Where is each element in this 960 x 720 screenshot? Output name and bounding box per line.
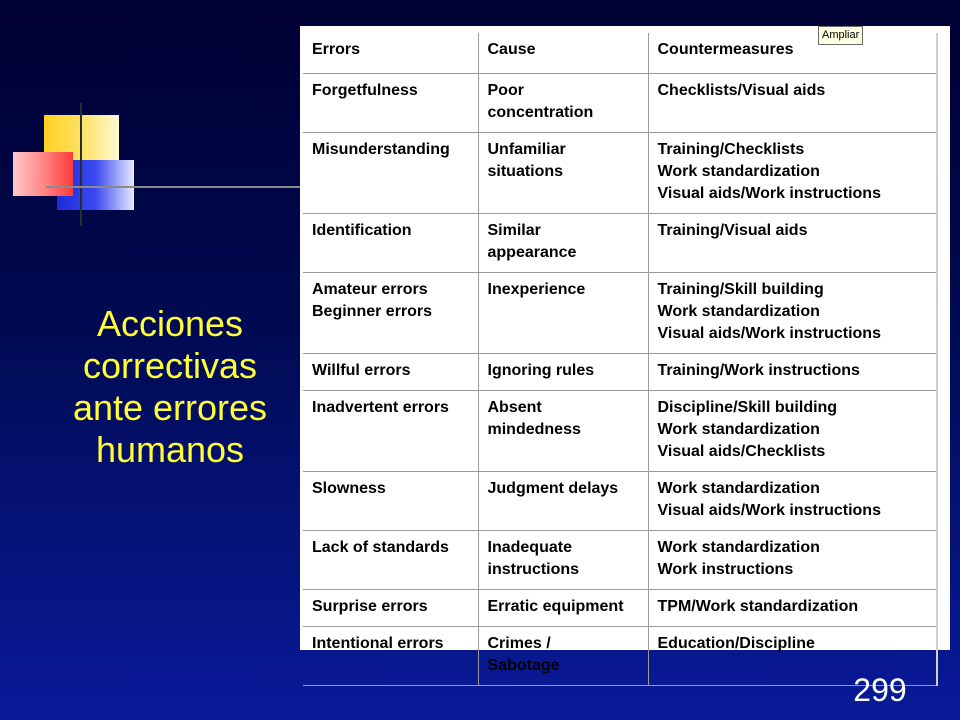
countermeasure-cell <box>648 73 937 132</box>
cell-text: Judgment delays <box>487 479 619 497</box>
cause-cell <box>478 471 648 530</box>
page-number: 299 <box>853 672 907 708</box>
cell-text: Surprise errors <box>312 597 428 615</box>
error-cell <box>303 589 478 626</box>
cell-text: Inadequate <box>487 538 572 556</box>
cell-text: Misunderstanding <box>312 140 450 158</box>
zoom-button[interactable]: Ampliar <box>818 26 863 45</box>
table-row <box>303 530 937 589</box>
cell-text: Education/Discipline <box>657 634 815 652</box>
cell-text: Identification <box>312 221 412 239</box>
cause-cell <box>478 589 648 626</box>
cell-text: instructions <box>487 560 580 578</box>
cell-text: Unfamiliar <box>487 140 566 158</box>
slide-title-line: ante errores <box>72 387 268 428</box>
cell-text: Work standardization <box>657 162 820 180</box>
cause-cell <box>478 353 648 390</box>
error-cell <box>303 213 478 272</box>
cell-text: Discipline/Skill building <box>657 398 838 416</box>
cell-text: Work standardization <box>657 538 820 556</box>
table-row <box>303 626 937 685</box>
cell-text: concentration <box>487 103 594 121</box>
decorative-red-square <box>13 152 73 196</box>
cell-text: Training/Visual aids <box>657 221 808 239</box>
table-header-cell <box>648 33 937 73</box>
cell-text: Slowness <box>312 479 386 497</box>
cell-text: Crimes / <box>487 634 551 652</box>
table-image-panel <box>300 26 950 674</box>
cell-text: Visual aids/Work instructions <box>657 184 881 202</box>
cell-text: Willful errors <box>312 361 411 379</box>
cell-text: Visual aids/Work instructions <box>657 324 881 342</box>
cell-text: Sabotage <box>487 656 560 674</box>
slide-title <box>50 303 290 471</box>
error-cell <box>303 353 478 390</box>
cell-text: Amateur errors <box>312 280 428 298</box>
cell-text: Work instructions <box>657 560 794 578</box>
table-row <box>303 353 937 390</box>
cell-text: Absent <box>487 398 542 416</box>
cell-text: Inexperience <box>487 280 586 298</box>
table-row <box>303 132 937 213</box>
countermeasure-cell <box>648 530 937 589</box>
cell-text: Work standardization <box>657 302 820 320</box>
cell-text: TPM/Work standardization <box>657 597 859 615</box>
table-row <box>303 73 937 132</box>
cell-text: Visual aids/Work instructions <box>657 501 881 519</box>
countermeasure-cell <box>648 471 937 530</box>
cell-text: Poor <box>487 81 524 99</box>
cell-text: Work standardization <box>657 479 820 497</box>
cell-text: situations <box>487 162 564 180</box>
error-cell <box>303 73 478 132</box>
error-cell <box>303 272 478 353</box>
cell-text: Training/Checklists <box>657 140 805 158</box>
decorative-vertical-line <box>80 103 82 226</box>
cell-text: Forgetfulness <box>312 81 418 99</box>
header-text: Cause <box>487 41 536 58</box>
cause-cell <box>478 530 648 589</box>
errors-countermeasures-table <box>303 33 938 686</box>
header-text: Errors <box>312 41 361 58</box>
table-row <box>303 390 937 471</box>
cause-cell <box>478 272 648 353</box>
error-cell <box>303 471 478 530</box>
cell-text: Checklists/Visual aids <box>657 81 826 99</box>
cell-text: Training/Skill building <box>657 280 824 298</box>
table-row <box>303 471 937 530</box>
slide-title-line: humanos <box>95 429 245 470</box>
slide-title-line: correctivas <box>82 345 258 386</box>
cell-text: Intentional errors <box>312 634 444 652</box>
table-row <box>303 213 937 272</box>
cell-text: Inadvertent errors <box>312 398 449 416</box>
cell-text: Visual aids/Checklists <box>657 442 826 460</box>
cell-text: mindedness <box>487 420 581 438</box>
cause-cell <box>478 73 648 132</box>
table-header-cell <box>303 33 478 73</box>
cell-text: Ignoring rules <box>487 361 595 379</box>
cell-text: Erratic equipment <box>487 597 624 615</box>
cause-cell <box>478 132 648 213</box>
error-cell <box>303 132 478 213</box>
cause-cell <box>478 390 648 471</box>
error-cell <box>303 626 478 685</box>
table-row <box>303 272 937 353</box>
countermeasure-cell <box>648 132 937 213</box>
cause-cell <box>478 213 648 272</box>
table-row <box>303 589 937 626</box>
cause-cell <box>478 626 648 685</box>
cell-text: Work standardization <box>657 420 820 438</box>
countermeasure-cell <box>648 272 937 353</box>
decorative-horizontal-line <box>46 186 300 188</box>
error-cell <box>303 530 478 589</box>
countermeasure-cell <box>648 213 937 272</box>
slide-title-line: Acciones <box>96 303 244 344</box>
table-header-cell <box>478 33 648 73</box>
cell-text: appearance <box>487 243 577 261</box>
countermeasure-cell <box>648 589 937 626</box>
cell-text: Similar <box>487 221 541 239</box>
cell-text: Training/Work instructions <box>657 361 860 379</box>
countermeasure-cell <box>648 390 937 471</box>
header-text: Countermeasures <box>657 41 794 58</box>
error-cell <box>303 390 478 471</box>
cell-text: Lack of standards <box>312 538 449 556</box>
countermeasure-cell <box>648 353 937 390</box>
cell-text: Beginner errors <box>312 302 433 320</box>
